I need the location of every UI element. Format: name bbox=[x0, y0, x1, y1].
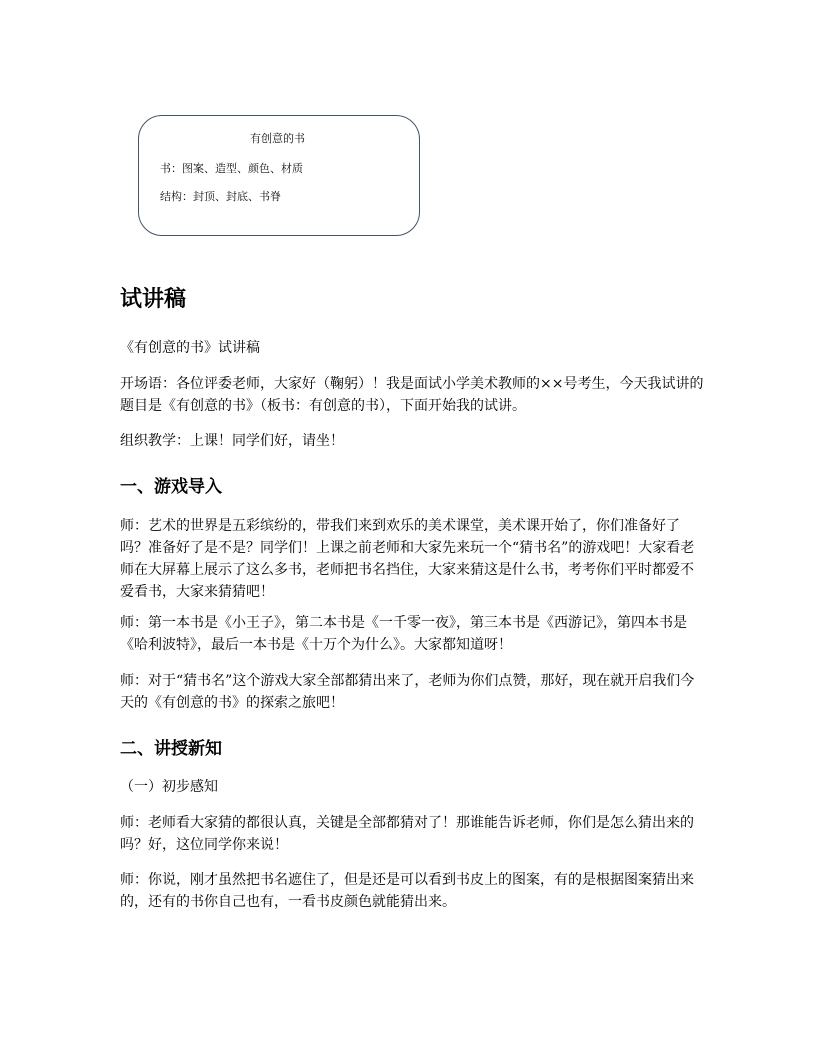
section-1-paragraph-3: 师：对于“猜书名”这个游戏大家全部都猜出来了，老师为你们点赞，那好，现在就开启我们今天的《有创意的书》的探索之旅吧！ bbox=[120, 673, 695, 711]
section-2-paragraph-2: 师：你说，刚才虽然把书名遮住了，但是还是可以看到书皮上的图案，有的是根据图案猜出来的，还有的书你自己也有，一看书皮颜色就能猜出来。 bbox=[120, 872, 694, 910]
opening-paragraph: 开场语：各位评委老师，大家好（鞠躬）！我是面试小学美术教师的××号考生，今天我试讲的题目是《有创意的书》（板书：有创意的书），下面开始我的试讲。 bbox=[120, 376, 704, 414]
section-2-paragraph-1: 师：老师看大家猜的都很认真，关键是全部都猜对了！那谁能告诉老师，你们是怎么猜出来的吗？好，这位同学你来说！ bbox=[120, 815, 694, 853]
section-1-paragraph-2: 师：第一本书是《小王子》，第二本书是《一千零一夜》，第三本书是《西游记》，第四本书是《哈利波特》，最后一本书是《十万个为什么》。大家都知道呀！ bbox=[120, 615, 687, 653]
doc-subtitle: 《有创意的书》试讲稿 bbox=[120, 340, 260, 356]
board-line-2: 结构：封顶、封底、书脊 bbox=[160, 190, 281, 203]
board-title: 有创意的书 bbox=[250, 132, 305, 145]
section-2-heading: 二、讲授新知 bbox=[120, 739, 222, 759]
subsection-1-heading: （一）初步感知 bbox=[120, 779, 218, 795]
section-1-heading: 一、游戏导入 bbox=[120, 477, 222, 497]
organize-paragraph: 组织教学：上课！同学们好，请坐！ bbox=[120, 433, 344, 449]
doc-title: 试讲稿 bbox=[120, 287, 187, 312]
section-1-paragraph-1: 师：艺术的世界是五彩缤纷的，带我们来到欢乐的美术课堂，美术课开始了，你们准备好了吗？准备好了是不是？同学们！上课之前老师和大家先来玩一个“猜书名”的游戏吧！大家看老师在大屏幕上展示了这么多书，老师把书名挡住，大家来猜这是什么书，考考你们平时都爱不爱看书，大家来猜猜吧！ bbox=[120, 518, 695, 600]
board-line-1: 书：图案、造型、颜色、材质 bbox=[160, 162, 303, 175]
